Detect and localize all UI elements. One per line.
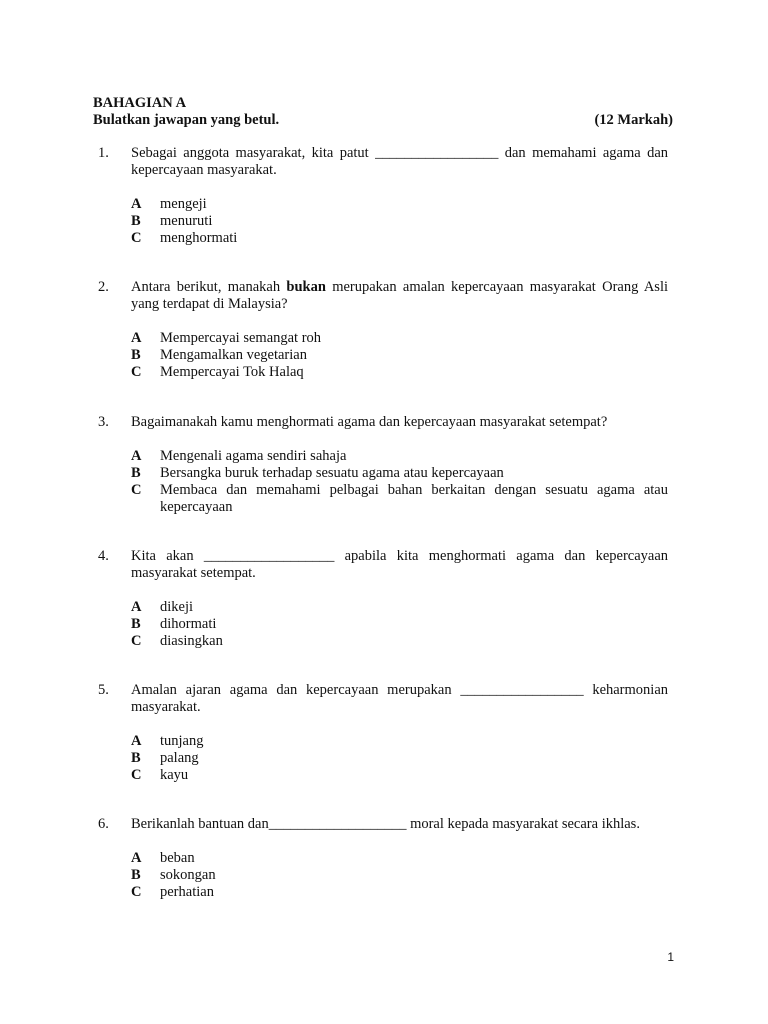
option-a[interactable] <box>131 850 668 867</box>
page-number: 1 <box>667 950 674 964</box>
marks-label: (12 Markah) <box>594 112 673 128</box>
option-letter: B <box>131 465 141 481</box>
option-letter: A <box>131 733 142 749</box>
option-c[interactable] <box>131 767 668 784</box>
question-number: 2. <box>98 279 109 295</box>
option-letter: A <box>131 196 142 212</box>
question-text-part: merupakan amalan kepercayaan masyarakat Orang Asli yang terdapat di Malaysia? <box>131 279 669 312</box>
answer-blank: _________________ <box>375 145 499 161</box>
question-number: 1. <box>98 145 109 161</box>
option-letter: B <box>131 867 141 883</box>
question-text <box>131 682 668 716</box>
question-stem <box>98 145 668 179</box>
option-letter: A <box>131 850 142 866</box>
answer-options <box>131 733 668 784</box>
option-a[interactable] <box>131 599 668 616</box>
question-text-part: Amalan ajaran agama dan kepercayaan merupakan <box>131 682 452 698</box>
option-b[interactable] <box>131 347 668 364</box>
option-letter: B <box>131 750 141 766</box>
question-stem <box>98 414 668 431</box>
option-text: menghormati <box>160 230 238 246</box>
answer-options <box>131 330 668 381</box>
option-letter: A <box>131 599 142 615</box>
option-text: Mempercayai Tok Halaq <box>160 364 304 380</box>
question-text: Bagaimanakah kamu menghormati agama dan kepercayaan masyarakat setempat? <box>131 414 608 430</box>
question-number: 3. <box>98 414 109 430</box>
option-letter: A <box>131 448 142 464</box>
section-heading <box>93 95 673 129</box>
option-c[interactable] <box>131 884 668 901</box>
answer-options <box>131 196 668 247</box>
question-text-part: apabila kita menghormati agama dan kepercayaan masyarakat setempat. <box>131 548 669 581</box>
option-text: Membaca dan memahami pelbagai bahan berkaitan dengan sesuatu agama atau kepercayaan <box>160 482 668 515</box>
option-text: diasingkan <box>160 633 223 649</box>
question-text <box>131 816 668 833</box>
emphasis-word: bukan <box>286 279 326 295</box>
option-c[interactable] <box>131 364 668 381</box>
option-text: Mempercayai semangat roh <box>160 330 322 346</box>
option-b[interactable] <box>131 750 668 767</box>
section-title: BAHAGIAN A <box>93 95 187 111</box>
option-text: perhatian <box>160 884 214 900</box>
question-6 <box>98 816 668 901</box>
option-letter: C <box>131 364 142 380</box>
question-text-part: Kita akan <box>131 548 194 564</box>
option-letter: C <box>131 767 142 783</box>
option-text: Mengenali agama sendiri sahaja <box>160 448 347 464</box>
option-c[interactable] <box>131 482 668 516</box>
question-2 <box>98 279 668 381</box>
question-5 <box>98 682 668 784</box>
option-b[interactable] <box>131 465 668 482</box>
option-a[interactable] <box>131 448 668 465</box>
option-a[interactable] <box>131 733 668 750</box>
question-number: 6. <box>98 816 109 832</box>
option-text: menuruti <box>160 213 213 229</box>
question-text-part: Berikanlah bantuan dan <box>131 816 269 832</box>
option-letter: C <box>131 884 142 900</box>
answer-blank: __________________ <box>203 548 335 564</box>
option-text: dihormati <box>160 616 217 632</box>
option-text: Mengamalkan vegetarian <box>160 347 307 363</box>
question-text <box>131 279 668 313</box>
option-letter: C <box>131 482 142 498</box>
option-letter: B <box>131 213 141 229</box>
option-text: beban <box>160 850 195 866</box>
option-text: mengeji <box>160 196 207 212</box>
answer-blank: ___________________ <box>268 816 407 832</box>
option-c[interactable] <box>131 230 668 247</box>
question-text-part: Sebagai anggota masyarakat, kita patut <box>131 145 369 161</box>
option-a[interactable] <box>131 196 668 213</box>
question-text-part: moral kepada masyarakat secara ikhlas. <box>410 816 640 832</box>
question-text <box>131 145 668 179</box>
instruction-row <box>93 112 673 129</box>
answer-options <box>131 599 668 650</box>
question-stem <box>98 682 668 716</box>
option-letter: B <box>131 616 141 632</box>
option-a[interactable] <box>131 330 668 347</box>
option-letter: C <box>131 633 142 649</box>
question-text-part: keharmonian masyarakat. <box>131 682 669 715</box>
question-text <box>131 548 668 582</box>
question-4 <box>98 548 668 650</box>
question-3 <box>98 414 668 516</box>
option-text: palang <box>160 750 199 766</box>
question-number: 5. <box>98 682 109 698</box>
question-text-part: Antara berikut, manakah <box>131 279 281 295</box>
question-stem <box>98 548 668 582</box>
option-text: dikeji <box>160 599 194 615</box>
question-stem <box>98 816 668 833</box>
option-b[interactable] <box>131 616 668 633</box>
question-number: 4. <box>98 548 109 564</box>
option-letter: A <box>131 330 142 346</box>
question-1 <box>98 145 668 247</box>
answer-blank: _________________ <box>460 682 584 698</box>
option-text: sokongan <box>160 867 216 883</box>
option-letter: B <box>131 347 141 363</box>
option-letter: C <box>131 230 142 246</box>
option-text: tunjang <box>160 733 204 749</box>
instruction-text: Bulatkan jawapan yang betul. <box>93 112 280 128</box>
option-text: Bersangka buruk terhadap sesuatu agama atau kepercayaan <box>160 465 504 481</box>
question-stem <box>98 279 668 313</box>
option-b[interactable] <box>131 867 668 884</box>
option-text: kayu <box>160 767 189 783</box>
answer-options <box>131 850 668 901</box>
option-c[interactable] <box>131 633 668 650</box>
answer-options <box>131 448 668 516</box>
question-text-part: dan memahami agama dan kepercayaan masyarakat. <box>131 145 669 178</box>
option-b[interactable] <box>131 213 668 230</box>
